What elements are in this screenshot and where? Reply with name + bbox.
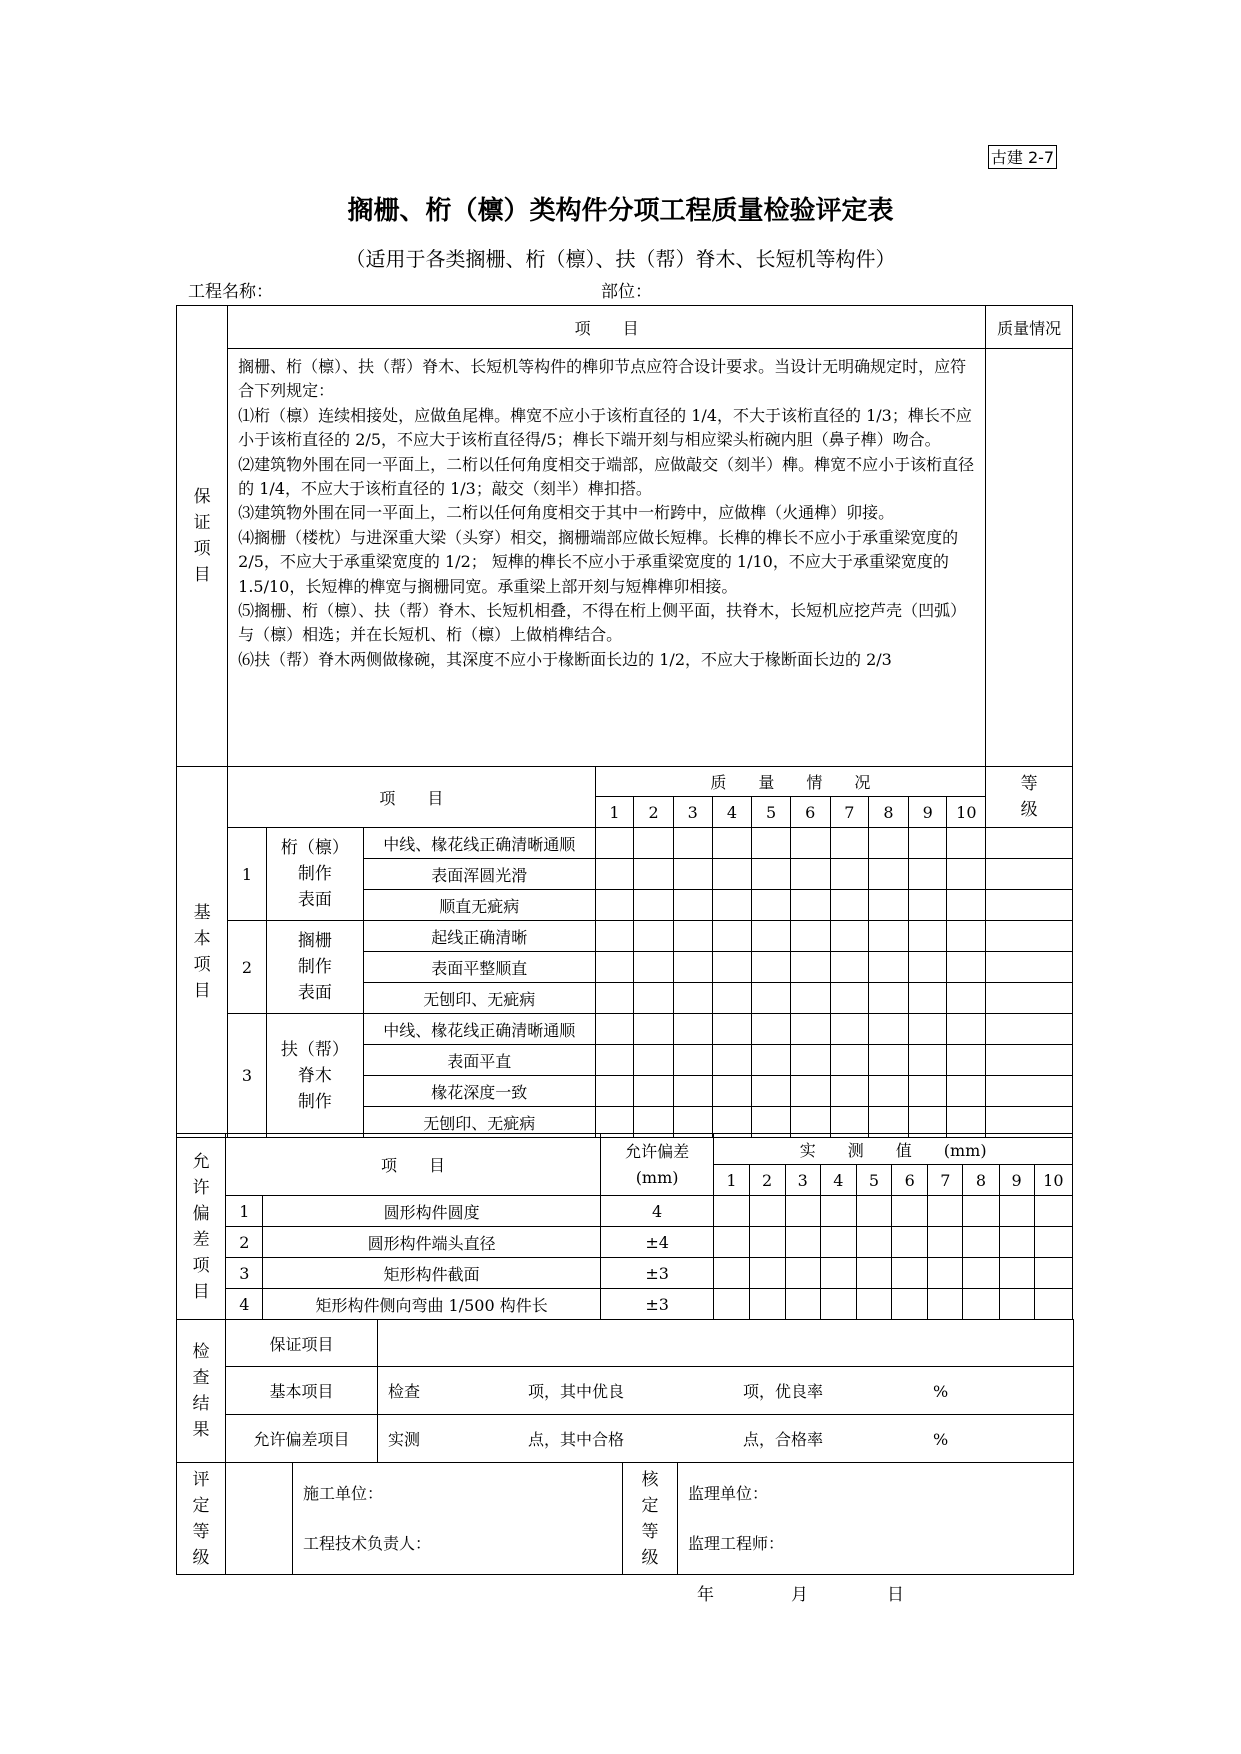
quality-cell[interactable]	[673, 983, 712, 1014]
quality-cell[interactable]	[712, 828, 752, 859]
table-row	[177, 1014, 1073, 1045]
quality-cell[interactable]	[634, 1045, 674, 1076]
deviation-item: 矩形构件截面	[263, 1258, 601, 1289]
deviation-row-number: 2	[226, 1227, 263, 1258]
quality-cell[interactable]	[752, 1076, 791, 1107]
basic-col-10: 10	[947, 797, 986, 828]
basic-col-9: 9	[908, 797, 947, 828]
quality-cell[interactable]	[908, 921, 947, 952]
basic-pct: %	[933, 1382, 949, 1401]
basic-item: 表面平整顺直	[363, 952, 595, 983]
dev-rate-label: 点，合格率	[743, 1430, 824, 1449]
table-row	[177, 921, 1073, 952]
basic-col-3: 3	[673, 797, 712, 828]
date-day: 日	[887, 1585, 904, 1605]
basic-check-label: 检查	[388, 1382, 421, 1401]
document-code: 古建 2-7	[988, 145, 1057, 169]
quality-cell[interactable]	[947, 1045, 986, 1076]
evaluation-table	[176, 305, 1073, 1138]
table-row	[177, 1227, 1073, 1258]
results-section-label: 检 查 结 果	[177, 1320, 226, 1463]
quality-cell[interactable]	[634, 921, 674, 952]
quality-cell[interactable]	[790, 890, 830, 921]
grade-section-label: 评 定 等 级	[177, 1463, 226, 1575]
measure-cell[interactable]	[999, 1258, 1034, 1289]
result-deviation-label: 允许偏差项目	[226, 1415, 378, 1463]
quality-cell[interactable]	[908, 890, 947, 921]
measure-cell[interactable]	[963, 1289, 999, 1320]
measure-cell[interactable]	[749, 1289, 785, 1320]
quality-cell[interactable]	[595, 921, 634, 952]
dev-col-2: 2	[749, 1165, 785, 1196]
quality-cell[interactable]	[790, 1045, 830, 1076]
date-month: 月	[791, 1585, 808, 1605]
guarantee-item-header: 项 目	[228, 306, 986, 349]
quality-cell[interactable]	[712, 890, 752, 921]
grade-value-cell[interactable]	[226, 1463, 293, 1575]
quality-cell[interactable]	[712, 983, 752, 1014]
quality-cell[interactable]	[634, 952, 674, 983]
dev-col-5: 5	[856, 1165, 891, 1196]
measure-cell[interactable]	[820, 1196, 856, 1227]
group-number: 1	[228, 828, 267, 921]
project-name-label: 工程名称：	[188, 282, 273, 302]
measure-cell[interactable]	[963, 1227, 999, 1258]
group-name: 搁栅 制作 表面	[266, 921, 363, 1014]
quality-cell[interactable]	[634, 983, 674, 1014]
quality-cell[interactable]	[673, 890, 712, 921]
quality-cell[interactable]	[752, 983, 791, 1014]
quality-cell[interactable]	[595, 983, 634, 1014]
measure-cell[interactable]	[963, 1258, 999, 1289]
quality-cell[interactable]	[830, 890, 869, 921]
dev-col-7: 7	[928, 1165, 963, 1196]
quality-cell[interactable]	[790, 1014, 830, 1045]
page-title: 搁栅、桁（檩）类构件分项工程质量检验评定表	[347, 196, 894, 226]
basic-rate-label: 项，优良率	[743, 1382, 824, 1401]
measure-cell[interactable]	[856, 1258, 891, 1289]
grade-cell[interactable]	[986, 1014, 1073, 1045]
quality-cell[interactable]	[595, 890, 634, 921]
grade-cell[interactable]	[986, 1045, 1073, 1076]
quality-cell[interactable]	[869, 983, 909, 1014]
quality-cell[interactable]	[595, 952, 634, 983]
quality-cell[interactable]	[830, 859, 869, 890]
dev-col-3: 3	[785, 1165, 820, 1196]
measure-cell[interactable]	[714, 1196, 749, 1227]
quality-cell[interactable]	[790, 828, 830, 859]
quality-cell[interactable]	[634, 859, 674, 890]
measure-cell[interactable]	[749, 1227, 785, 1258]
quality-cell[interactable]	[947, 1076, 986, 1107]
measure-cell[interactable]	[1034, 1289, 1072, 1320]
basic-item: 表面平直	[363, 1045, 595, 1076]
measure-cell[interactable]	[785, 1258, 820, 1289]
quality-cell[interactable]	[752, 952, 791, 983]
deviation-tolerance: ±3	[600, 1258, 714, 1289]
dev-col-8: 8	[963, 1165, 999, 1196]
quality-cell[interactable]	[830, 921, 869, 952]
measure-cell[interactable]	[928, 1289, 963, 1320]
measure-cell[interactable]	[963, 1196, 999, 1227]
quality-cell[interactable]	[830, 1014, 869, 1045]
measure-cell[interactable]	[820, 1227, 856, 1258]
quality-cell[interactable]	[830, 983, 869, 1014]
basic-col-5: 5	[752, 797, 791, 828]
quality-cell[interactable]	[790, 1076, 830, 1107]
grade-cell[interactable]	[986, 859, 1073, 890]
quality-cell[interactable]	[595, 1045, 634, 1076]
quality-cell[interactable]	[790, 952, 830, 983]
measure-cell[interactable]	[856, 1289, 891, 1320]
quality-cell[interactable]	[712, 1045, 752, 1076]
measure-cell[interactable]	[999, 1196, 1034, 1227]
quality-cell[interactable]	[908, 1076, 947, 1107]
quality-cell[interactable]	[908, 952, 947, 983]
page-subtitle: （适用于各类搁栅、桁（檩）、扶（帮）脊木、长短机等构件）	[345, 247, 896, 271]
quality-cell[interactable]	[869, 890, 909, 921]
quality-cell[interactable]	[595, 1014, 634, 1045]
group-name: 桁（檩） 制作 表面	[266, 828, 363, 921]
deviation-item: 圆形构件端头直径	[263, 1227, 601, 1258]
quality-cell[interactable]	[752, 1045, 791, 1076]
measure-cell[interactable]	[892, 1258, 928, 1289]
tech-lead-label: 工程技术负责人：	[303, 1533, 432, 1553]
quality-cell[interactable]	[947, 952, 986, 983]
measure-cell[interactable]	[892, 1289, 928, 1320]
basic-col-4: 4	[712, 797, 752, 828]
grade-cell[interactable]	[986, 921, 1073, 952]
quality-cell[interactable]	[947, 828, 986, 859]
deviation-tolerance: ±3	[600, 1289, 714, 1320]
quality-cell[interactable]	[673, 859, 712, 890]
quality-cell[interactable]	[752, 1014, 791, 1045]
measure-cell[interactable]	[892, 1196, 928, 1227]
result-basic-label: 基本项目	[226, 1367, 378, 1415]
deviation-item-header: 项 目	[226, 1134, 601, 1196]
quality-cell[interactable]	[790, 859, 830, 890]
date-year: 年	[697, 1585, 714, 1605]
quality-cell[interactable]	[947, 1014, 986, 1045]
basic-item: 无刨印、无疵病	[363, 1107, 595, 1138]
quality-cell[interactable]	[869, 952, 909, 983]
quality-cell[interactable]	[634, 1014, 674, 1045]
measure-cell[interactable]	[714, 1289, 749, 1320]
dev-col-4: 4	[820, 1165, 856, 1196]
measure-cell[interactable]	[892, 1227, 928, 1258]
quality-cell[interactable]	[712, 1014, 752, 1045]
deviation-item: 矩形构件侧向弯曲 1/500 构件长	[263, 1289, 601, 1320]
basic-quality-header: 质 量 情 况	[595, 767, 986, 797]
quality-cell[interactable]	[869, 828, 909, 859]
quality-cell[interactable]	[869, 921, 909, 952]
evaluation-grade-table	[176, 1462, 1074, 1575]
quality-cell[interactable]	[947, 859, 986, 890]
quality-cell[interactable]	[595, 1076, 634, 1107]
deviation-tolerance: 4	[600, 1196, 714, 1227]
grade-cell[interactable]	[986, 952, 1073, 983]
basic-item: 中线、椽花线正确清晰通顺	[363, 1014, 595, 1045]
dev-col-1: 1	[714, 1165, 749, 1196]
quality-cell[interactable]	[634, 1076, 674, 1107]
quality-cell[interactable]	[869, 1076, 909, 1107]
quality-cell[interactable]	[712, 952, 752, 983]
quality-cell[interactable]	[673, 1076, 712, 1107]
quality-cell[interactable]	[673, 1014, 712, 1045]
result-basic-line[interactable]	[378, 1367, 1074, 1415]
construction-block	[293, 1463, 623, 1575]
quality-cell[interactable]	[947, 921, 986, 952]
basic-col-6: 6	[790, 797, 830, 828]
results-table	[176, 1319, 1074, 1463]
quality-cell[interactable]	[752, 828, 791, 859]
grade-cell[interactable]	[986, 1076, 1073, 1107]
quality-cell[interactable]	[908, 859, 947, 890]
quality-cell[interactable]	[673, 1045, 712, 1076]
group-number: 3	[228, 1014, 267, 1138]
quality-cell[interactable]	[673, 828, 712, 859]
grade-cell[interactable]	[986, 983, 1073, 1014]
measure-cell[interactable]	[856, 1227, 891, 1258]
guarantee-requirements-text: 搁栅、桁（檩）、扶（帮）脊木、长短机等构件的榫卯节点应符合设计要求。当设计无明确规定时，应符合下列规定： ⑴桁（檩）连续相接处，应做鱼尾榫。榫宽不应小于该桁直径的 1/4，不大于该桁直径的 1/3；榫长不应小于该桁直径的 2/5，不应大于该桁直径得/5；榫长下端开刻与相应梁头桁碗内胆（鼻子榫）吻合。 ⑵建筑物外围在同一平面上，二桁以任何角度相交于端部，应做敲交（刻半）榫。榫宽不应小于该桁直径的 1/4，不应大于该桁直径的 1/3；敲交（刻半）榫扣搭。 ⑶建筑物外围在同一平面上，二桁以任何角度相交于其中一桁跨中，应做榫（火通榫）卯接。 ⑷搁栅（楼枕）与进深重大梁（头穿）相交，搁栅端部应做长短榫。长榫的榫长不应小于承重梁宽度的 2/5，不应大于承重梁宽度的 1/2； 短榫的榫长不应小于承重梁宽度的 1/10，不应大于承重梁宽度的 1.5/10，长短榫的榫宽与搁栅同宽。承重梁上部开刻与短榫榫卯相接。 ⑸搁栅、桁（檩）、扶（帮）脊木、长短机相叠，不得在桁上侧平面，扶脊木，长短机应挖芦壳（凹弧）与（檩）相选；并在长短机、桁（檩）上做梢榫结合。 ⑹扶（帮）脊木两侧做椽碗，其深度不应小于椽断面长边的 1/2，不应大于椽断面长边的 2/3	[228, 349, 986, 767]
quality-cell[interactable]	[712, 921, 752, 952]
measure-cell[interactable]	[820, 1289, 856, 1320]
guarantee-quality-header: 质量情况	[986, 306, 1073, 349]
quality-cell[interactable]	[830, 828, 869, 859]
quality-cell[interactable]	[830, 1076, 869, 1107]
quality-cell[interactable]	[908, 1045, 947, 1076]
guarantee-quality-cell[interactable]	[986, 349, 1073, 767]
table-row	[177, 1289, 1073, 1320]
basic-item: 无刨印、无疵病	[363, 983, 595, 1014]
quality-cell[interactable]	[595, 859, 634, 890]
quality-cell[interactable]	[869, 1045, 909, 1076]
group-name: 扶（帮） 脊木 制作	[266, 1014, 363, 1138]
measure-cell[interactable]	[999, 1227, 1034, 1258]
quality-cell[interactable]	[712, 859, 752, 890]
basic-col-2: 2	[634, 797, 674, 828]
dev-col-10: 10	[1034, 1165, 1072, 1196]
basic-item: 椽花深度一致	[363, 1076, 595, 1107]
quality-cell[interactable]	[595, 828, 634, 859]
quality-cell[interactable]	[830, 952, 869, 983]
basic-col-1: 1	[595, 797, 634, 828]
measure-cell[interactable]	[785, 1289, 820, 1320]
measure-cell[interactable]	[928, 1196, 963, 1227]
quality-cell[interactable]	[908, 828, 947, 859]
quality-cell[interactable]	[634, 828, 674, 859]
deviation-row-number: 1	[226, 1196, 263, 1227]
quality-cell[interactable]	[752, 859, 791, 890]
supervision-engineer-label: 监理工程师：	[688, 1533, 785, 1553]
dev-col-9: 9	[999, 1165, 1034, 1196]
measure-cell[interactable]	[820, 1258, 856, 1289]
measured-header: 实 测 值 (mm)	[714, 1134, 1073, 1165]
deviation-tolerance: ±4	[600, 1227, 714, 1258]
tolerance-header: 允许偏差 (mm)	[600, 1134, 714, 1196]
deviation-table	[176, 1133, 1073, 1320]
basic-col-7: 7	[830, 797, 869, 828]
grade-cell[interactable]	[986, 828, 1073, 859]
quality-cell[interactable]	[830, 1045, 869, 1076]
result-deviation-line[interactable]	[378, 1415, 1074, 1463]
measure-cell[interactable]	[749, 1258, 785, 1289]
basic-grade-header: 等 级	[986, 767, 1073, 828]
quality-cell[interactable]	[712, 1076, 752, 1107]
deviation-row-number: 4	[226, 1289, 263, 1320]
verify-grade-label: 核 定 等 级	[623, 1463, 678, 1575]
basic-mid-label: 项，其中优良	[528, 1382, 625, 1401]
basic-item-header: 项 目	[228, 767, 596, 828]
supervision-block	[678, 1463, 1074, 1575]
deviation-section-label: 允 许 偏 差 项 目	[177, 1134, 226, 1320]
table-row	[177, 828, 1073, 859]
measure-cell[interactable]	[928, 1227, 963, 1258]
quality-cell[interactable]	[908, 983, 947, 1014]
measure-cell[interactable]	[1034, 1196, 1072, 1227]
dev-mid-label: 点，其中合格	[528, 1430, 625, 1449]
measure-cell[interactable]	[714, 1258, 749, 1289]
basic-item: 起线正确清晰	[363, 921, 595, 952]
quality-cell[interactable]	[947, 983, 986, 1014]
measure-cell[interactable]	[749, 1196, 785, 1227]
quality-cell[interactable]	[752, 921, 791, 952]
measure-cell[interactable]	[856, 1196, 891, 1227]
measure-cell[interactable]	[999, 1289, 1034, 1320]
quality-cell[interactable]	[908, 1014, 947, 1045]
group-number: 2	[228, 921, 267, 1014]
quality-cell[interactable]	[634, 890, 674, 921]
result-guarantee-value[interactable]	[378, 1320, 1074, 1367]
dev-pct: %	[933, 1430, 949, 1449]
measure-cell[interactable]	[1034, 1227, 1072, 1258]
quality-cell[interactable]	[947, 890, 986, 921]
table-row	[177, 1196, 1073, 1227]
quality-cell[interactable]	[790, 983, 830, 1014]
measure-cell[interactable]	[1034, 1258, 1072, 1289]
quality-cell[interactable]	[869, 1014, 909, 1045]
construction-unit-label: 施工单位：	[303, 1483, 384, 1503]
quality-cell[interactable]	[752, 890, 791, 921]
measure-cell[interactable]	[785, 1196, 820, 1227]
quality-cell[interactable]	[673, 952, 712, 983]
supervision-unit-label: 监理单位：	[688, 1483, 769, 1503]
measure-cell[interactable]	[785, 1227, 820, 1258]
basic-col-8: 8	[869, 797, 909, 828]
quality-cell[interactable]	[673, 921, 712, 952]
measure-cell[interactable]	[928, 1258, 963, 1289]
dev-check-label: 实测	[388, 1430, 421, 1449]
table-row	[177, 1258, 1073, 1289]
quality-cell[interactable]	[869, 859, 909, 890]
deviation-row-number: 3	[226, 1258, 263, 1289]
basic-section-label: 基 本 项 目	[177, 767, 228, 1138]
dev-col-6: 6	[892, 1165, 928, 1196]
quality-cell[interactable]	[790, 921, 830, 952]
basic-item: 顺直无疵病	[363, 890, 595, 921]
measure-cell[interactable]	[714, 1227, 749, 1258]
guarantee-section-label: 保 证 项 目	[177, 306, 228, 767]
deviation-item: 圆形构件圆度	[263, 1196, 601, 1227]
grade-cell[interactable]	[986, 890, 1073, 921]
basic-item: 中线、椽花线正确清晰通顺	[363, 828, 595, 859]
basic-item: 表面浑圆光滑	[363, 859, 595, 890]
location-label: 部位：	[601, 282, 652, 302]
result-guarantee-label: 保证项目	[226, 1320, 378, 1367]
